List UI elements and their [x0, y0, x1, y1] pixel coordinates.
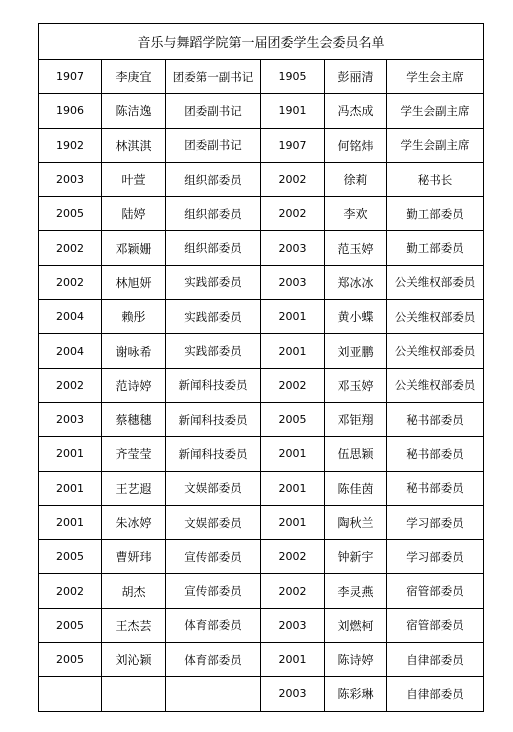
table-row	[39, 471, 484, 505]
grade-cell-right: 1907	[261, 128, 325, 162]
name-cell-right: 黄小蝶	[325, 300, 387, 334]
grade-cell-right: 2003	[261, 231, 325, 265]
role-cell-left: 组织部委员	[166, 197, 261, 231]
table-row	[39, 231, 484, 265]
name-cell-left: 赖彤	[102, 300, 166, 334]
role-cell-left: 宣传部委员	[166, 540, 261, 574]
role-cell-right: 公关维权部委员	[387, 300, 484, 334]
role-cell-right: 秘书部委员	[387, 437, 484, 471]
name-cell-left: 刘沁颖	[102, 643, 166, 677]
grade-cell-left: 2005	[39, 540, 102, 574]
table-row	[39, 540, 484, 574]
grade-cell-right: 2003	[261, 608, 325, 642]
name-cell-left: 朱冰婷	[102, 505, 166, 539]
roster-title: 音乐与舞蹈学院第一届团委学生会委员名单	[39, 24, 484, 60]
name-cell-right: 邓钜翔	[325, 402, 387, 436]
name-cell-left: 王艺遐	[102, 471, 166, 505]
role-cell-right: 公关维权部委员	[387, 265, 484, 299]
role-cell-left: 组织部委员	[166, 162, 261, 196]
role-cell-left: 团委第一副书记	[166, 60, 261, 94]
grade-cell-left: 2002	[39, 265, 102, 299]
grade-cell-right: 2002	[261, 162, 325, 196]
table-row	[39, 162, 484, 196]
role-cell-left: 文娱部委员	[166, 505, 261, 539]
table-row	[39, 300, 484, 334]
role-cell-left: 体育部委员	[166, 608, 261, 642]
role-cell-right: 学习部委员	[387, 540, 484, 574]
role-cell-left: 宣传部委员	[166, 574, 261, 608]
role-cell-right: 秘书长	[387, 162, 484, 196]
role-cell-right: 勤工部委员	[387, 231, 484, 265]
title-row	[39, 24, 484, 60]
table-row	[39, 60, 484, 94]
role-cell-left: 组织部委员	[166, 231, 261, 265]
role-cell-left: 新闻科技委员	[166, 368, 261, 402]
table-row	[39, 402, 484, 436]
role-cell-left	[166, 677, 261, 711]
grade-cell-left: 1907	[39, 60, 102, 94]
grade-cell-right: 2002	[261, 540, 325, 574]
role-cell-right: 学生会副主席	[387, 94, 484, 128]
name-cell-right: 陈诗婷	[325, 643, 387, 677]
table-row	[39, 265, 484, 299]
name-cell-left	[102, 677, 166, 711]
grade-cell-left	[39, 677, 102, 711]
grade-cell-left: 2005	[39, 197, 102, 231]
grade-cell-right: 2001	[261, 643, 325, 677]
table-row	[39, 197, 484, 231]
table-row	[39, 94, 484, 128]
grade-cell-right: 2003	[261, 677, 325, 711]
name-cell-left: 林旭妍	[102, 265, 166, 299]
grade-cell-right: 2001	[261, 437, 325, 471]
role-cell-right: 学生会主席	[387, 60, 484, 94]
table-row	[39, 437, 484, 471]
name-cell-right: 伍思颖	[325, 437, 387, 471]
name-cell-left: 范诗婷	[102, 368, 166, 402]
name-cell-left: 谢咏希	[102, 334, 166, 368]
grade-cell-right: 2002	[261, 574, 325, 608]
role-cell-right: 学习部委员	[387, 505, 484, 539]
grade-cell-left: 2004	[39, 334, 102, 368]
name-cell-left: 齐莹莹	[102, 437, 166, 471]
name-cell-right: 何铭炜	[325, 128, 387, 162]
grade-cell-left: 1906	[39, 94, 102, 128]
role-cell-right: 宿管部委员	[387, 608, 484, 642]
role-cell-right: 宿管部委员	[387, 574, 484, 608]
member-roster-sheet	[38, 23, 483, 712]
role-cell-left: 文娱部委员	[166, 471, 261, 505]
table-row	[39, 643, 484, 677]
grade-cell-right: 1905	[261, 60, 325, 94]
grade-cell-left: 2002	[39, 231, 102, 265]
grade-cell-right: 2001	[261, 334, 325, 368]
role-cell-left: 团委副书记	[166, 128, 261, 162]
grade-cell-left: 2003	[39, 162, 102, 196]
role-cell-right: 秘书部委员	[387, 402, 484, 436]
grade-cell-right: 2002	[261, 197, 325, 231]
table-row	[39, 608, 484, 642]
grade-cell-right: 2001	[261, 505, 325, 539]
table-row	[39, 677, 484, 711]
role-cell-left: 体育部委员	[166, 643, 261, 677]
grade-cell-left: 2005	[39, 608, 102, 642]
grade-cell-right: 2002	[261, 368, 325, 402]
name-cell-left: 叶萱	[102, 162, 166, 196]
name-cell-right: 彭丽清	[325, 60, 387, 94]
name-cell-left: 林淇淇	[102, 128, 166, 162]
grade-cell-left: 2005	[39, 643, 102, 677]
role-cell-right: 学生会副主席	[387, 128, 484, 162]
grade-cell-right: 2003	[261, 265, 325, 299]
grade-cell-left: 2002	[39, 368, 102, 402]
grade-cell-left: 2001	[39, 437, 102, 471]
name-cell-right: 陈彩琳	[325, 677, 387, 711]
table-row	[39, 574, 484, 608]
role-cell-left: 团委副书记	[166, 94, 261, 128]
name-cell-right: 陈佳茵	[325, 471, 387, 505]
name-cell-left: 曹妍玮	[102, 540, 166, 574]
role-cell-right: 秘书部委员	[387, 471, 484, 505]
grade-cell-right: 2001	[261, 300, 325, 334]
grade-cell-right: 2001	[261, 471, 325, 505]
member-roster-table	[38, 23, 484, 712]
grade-cell-left: 2001	[39, 471, 102, 505]
role-cell-right: 自律部委员	[387, 643, 484, 677]
name-cell-left: 邓颖姗	[102, 231, 166, 265]
grade-cell-left: 1902	[39, 128, 102, 162]
grade-cell-right: 1901	[261, 94, 325, 128]
name-cell-right: 郑冰冰	[325, 265, 387, 299]
name-cell-left: 李庚宜	[102, 60, 166, 94]
table-row	[39, 368, 484, 402]
role-cell-right: 公关维权部委员	[387, 368, 484, 402]
name-cell-right: 李灵燕	[325, 574, 387, 608]
name-cell-right: 刘亚鹏	[325, 334, 387, 368]
name-cell-right: 徐莉	[325, 162, 387, 196]
role-cell-left: 新闻科技委员	[166, 437, 261, 471]
name-cell-right: 范玉婷	[325, 231, 387, 265]
grade-cell-right: 2005	[261, 402, 325, 436]
name-cell-right: 李欢	[325, 197, 387, 231]
role-cell-right: 公关维权部委员	[387, 334, 484, 368]
name-cell-left: 胡杰	[102, 574, 166, 608]
grade-cell-left: 2004	[39, 300, 102, 334]
name-cell-right: 刘燃柯	[325, 608, 387, 642]
table-row	[39, 128, 484, 162]
name-cell-right: 邓玉婷	[325, 368, 387, 402]
role-cell-left: 实践部委员	[166, 334, 261, 368]
table-row	[39, 505, 484, 539]
name-cell-right: 冯杰成	[325, 94, 387, 128]
name-cell-left: 陆婷	[102, 197, 166, 231]
role-cell-left: 实践部委员	[166, 265, 261, 299]
table-row	[39, 334, 484, 368]
grade-cell-left: 2001	[39, 505, 102, 539]
role-cell-left: 新闻科技委员	[166, 402, 261, 436]
grade-cell-left: 2002	[39, 574, 102, 608]
name-cell-left: 陈洁逸	[102, 94, 166, 128]
role-cell-right: 自律部委员	[387, 677, 484, 711]
role-cell-left: 实践部委员	[166, 300, 261, 334]
grade-cell-left: 2003	[39, 402, 102, 436]
name-cell-right: 陶秋兰	[325, 505, 387, 539]
name-cell-left: 蔡穗穗	[102, 402, 166, 436]
name-cell-right: 钟新宇	[325, 540, 387, 574]
name-cell-left: 王杰芸	[102, 608, 166, 642]
role-cell-right: 勤工部委员	[387, 197, 484, 231]
